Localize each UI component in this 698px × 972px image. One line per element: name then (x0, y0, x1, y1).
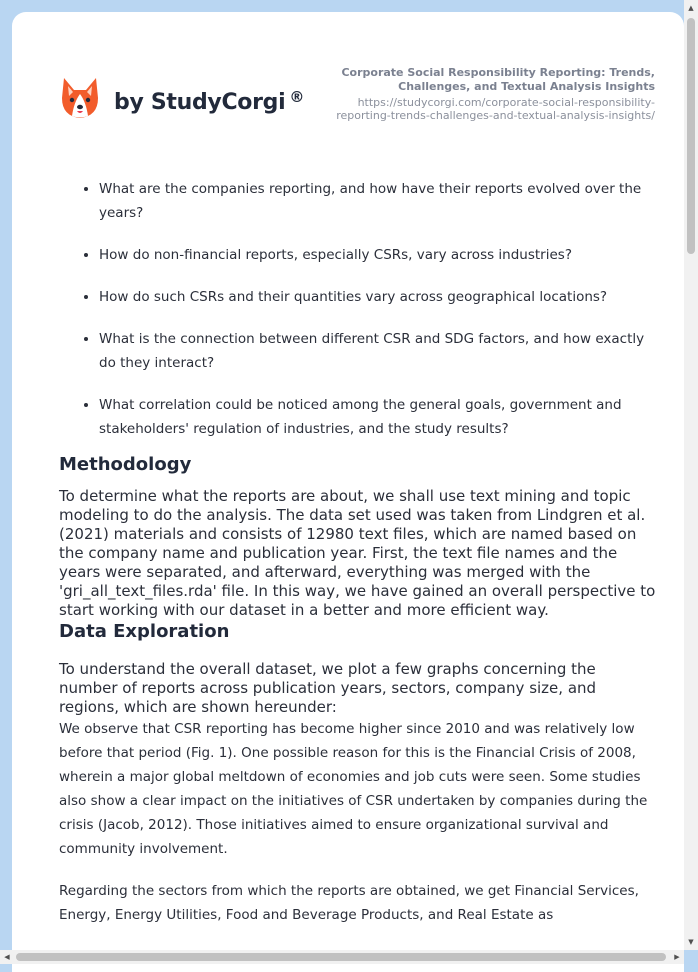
arrow-down-icon[interactable]: ▼ (688, 938, 694, 946)
exploration-paragraph-2: Regarding the sectors from which the reports are obtained, we get Financial Services, Energy, Energy Utilities, Food and Beverage Products, and Real Estate as (59, 883, 639, 923)
document-content (59, 177, 659, 927)
methodology-paragraph: To determine what the reports are about, we shall use text mining and topic modeling to do the analysis. The data set used was taken from Lindgren et al. (2021) materials and consists of 12980 text files, which are named based on the company name and publication year. First, the text file names and the years were separated, and afterward, everything was merged with the 'gri_all_text_files.rda' file. In this way, we have gained an overall perspective to start working with our dataset in a better and more efficient way. (59, 487, 656, 619)
arrow-left-icon[interactable]: ◀ (4, 953, 10, 961)
document-meta (325, 66, 655, 122)
list-item: • How do such CSRs and their quantities vary across geographical locations? (99, 285, 659, 309)
list-item: • What are the companies reporting, and how have their reports evolved over the years? (99, 177, 659, 225)
arrow-up-icon[interactable]: ▲ (688, 4, 694, 12)
list-item: • What is the connection between different CSR and SDG factors, and how exactly do they interact? (99, 327, 659, 375)
research-questions-list (59, 177, 659, 441)
methodology-heading: Methodology (59, 454, 192, 475)
vertical-scroll-thumb[interactable] (687, 18, 695, 254)
brand-name: by StudyCorgi (114, 90, 286, 115)
document-title: Corporate Social Responsibility Reporting: Trends, Challenges, and Textual Analysis Insights (341, 66, 655, 93)
list-item: • What correlation could be noticed among the general goals, government and stakeholders' regulation of industries, and the study results? (99, 393, 659, 441)
document-page (12, 12, 684, 972)
horizontal-scroll-thumb[interactable] (16, 953, 666, 961)
document-url[interactable]: https://studycorgi.com/corporate-social-responsibility-reporting-trends-challenges-and-textual-analysis-insights/ (336, 96, 655, 122)
exploration-paragraph-1: We observe that CSR reporting has become higher since 2010 and was relatively low before that period (Fig. 1). One possible reason for this is the Financial Crisis of 2008, wherein a major global meltdown of economies and job cuts were seen. Some studies also show a clear impact on the initiatives of CSR undertaken by companies during the crisis (Jacob, 2012). Those initiatives aimed to ensure organizational survival and community involvement. (59, 721, 648, 857)
vertical-scrollbar[interactable] (684, 0, 698, 950)
list-item: • How do non-financial reports, especially CSRs, vary across industries? (99, 243, 659, 267)
data-exploration-heading: Data Exploration (59, 621, 230, 642)
exploration-intro-paragraph: To understand the overall dataset, we plot a few graphs concerning the number of reports across publication years, sectors, company size, and regions, which are shown hereunder: (59, 660, 597, 716)
corgi-logo-icon (60, 76, 100, 120)
registered-mark: ® (289, 88, 305, 106)
horizontal-scrollbar[interactable] (0, 950, 684, 964)
arrow-right-icon[interactable]: ▶ (674, 953, 680, 961)
studycorgi-logo[interactable] (60, 76, 304, 120)
